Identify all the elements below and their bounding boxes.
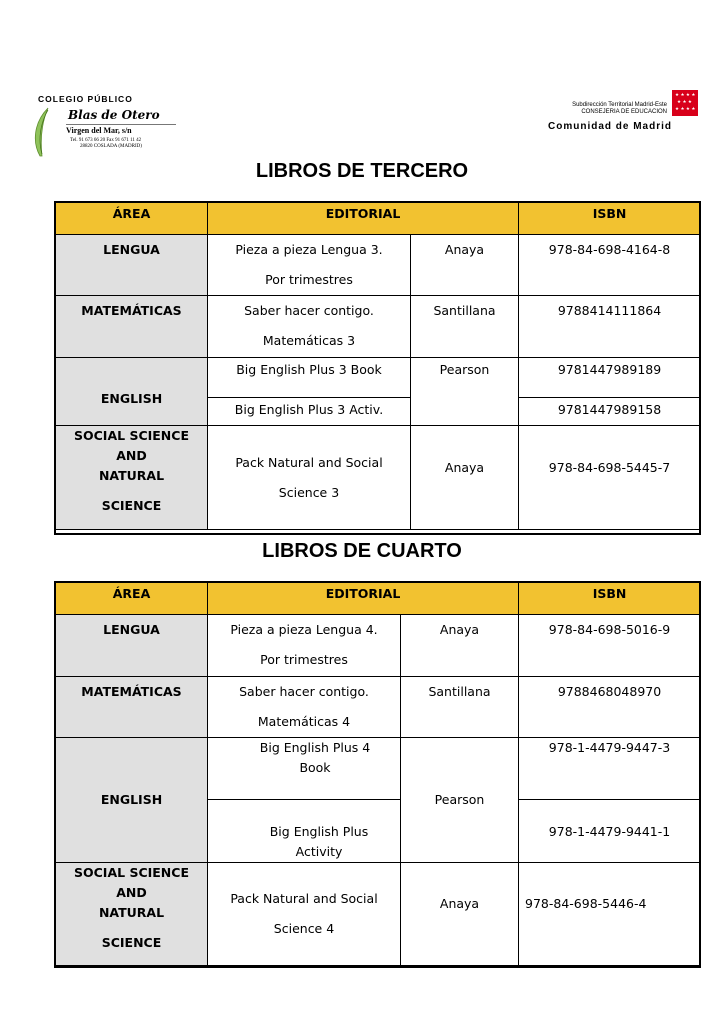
book-title-cell: Pack Natural and Social Science 3 [208, 426, 411, 530]
book-title-cell: Saber hacer contigo. Matemáticas 3 [208, 296, 411, 358]
header-editorial: EDITORIAL [208, 583, 519, 615]
isbn-cell: 978-84-698-5016-9 [519, 615, 701, 677]
divider [66, 124, 176, 125]
publisher-cell: Anaya [411, 426, 519, 530]
school-city: 28820 COSLADA (MADRID) [80, 144, 142, 149]
header-area: ÁREA [56, 583, 208, 615]
table-row-science [56, 426, 701, 530]
book-title-cell: Big English Plus 3 Activ. [208, 398, 411, 426]
isbn-cell: 978-84-698-4164-8 [519, 235, 701, 296]
publisher-cell: Anaya [401, 863, 519, 966]
table-header-row [56, 203, 701, 235]
area-cell: ENGLISH [56, 738, 208, 863]
region-logo [538, 90, 698, 140]
books-table-cuarto [55, 582, 701, 966]
publisher-cell: Anaya [411, 235, 519, 296]
school-address: Virgen del Mar, s/n [66, 126, 132, 135]
header-area: ÁREA [56, 203, 208, 235]
book-title-cell: Pieza a pieza Lengua 3. Por trimestres [208, 235, 411, 296]
isbn-cell: 978-84-698-5445-7 [519, 426, 701, 530]
region-subdivision: Subdirección Territorial Madrid-Este [572, 102, 667, 108]
isbn-cell: 978-84-698-5446-4 [519, 863, 701, 966]
table-row-matematicas [56, 296, 701, 358]
area-cell: MATEMÁTICAS [56, 296, 208, 358]
page-header [0, 90, 724, 160]
madrid-flag-icon: ★ ★ ★ ★ ★ ★ ★ ★ ★ ★ ★ [672, 90, 698, 116]
table-row-matematicas [56, 677, 701, 738]
leaf-icon [30, 104, 64, 158]
isbn-cell: 9781447989189 [519, 358, 701, 398]
region-name: Comunidad de Madrid [548, 121, 672, 132]
isbn-cell: 9788414111864 [519, 296, 701, 358]
school-logo [30, 94, 180, 154]
book-title-cell: Big English Plus Activity [208, 800, 401, 863]
table-header-row [56, 583, 701, 615]
isbn-cell: 978-1-4479-9447-3 [519, 738, 701, 800]
table-row-english [56, 358, 701, 398]
area-cell: LENGUA [56, 235, 208, 296]
table-row-lengua [56, 615, 701, 677]
isbn-cell: 978-1-4479-9441-1 [519, 800, 701, 863]
book-title-cell: Pieza a pieza Lengua 4. Por trimestres [208, 615, 401, 677]
school-name: Blas de Otero [68, 108, 160, 122]
books-table-tercero [55, 202, 701, 530]
table-row-science [56, 863, 701, 966]
publisher-cell: Pearson [401, 738, 519, 863]
header-editorial: EDITORIAL [208, 203, 519, 235]
area-cell: SOCIAL SCIENCE AND NATURAL SCIENCE [56, 426, 208, 530]
isbn-cell: 9788468048970 [519, 677, 701, 738]
publisher-cell: Anaya [401, 615, 519, 677]
publisher-cell: Santillana [411, 296, 519, 358]
book-title-cell: Saber hacer contigo. Matemáticas 4 [208, 677, 401, 738]
book-title-cell: Big English Plus 3 Book [208, 358, 411, 398]
area-cell: LENGUA [56, 615, 208, 677]
header-isbn: ISBN [519, 203, 701, 235]
table-row-english [56, 738, 701, 800]
book-title-cell: Big English Plus 4 Book [208, 738, 401, 800]
book-title-cell: Pack Natural and Social Science 4 [208, 863, 401, 966]
school-phone: Tel. 91 673 66 20 Fax 91 671 11 42 [70, 138, 142, 143]
area-cell: ENGLISH [56, 358, 208, 426]
table-row-lengua [56, 235, 701, 296]
region-department: CONSEJERIA DE EDUCACION [581, 109, 667, 115]
section-title-tercero: LIBROS DE TERCERO [255, 160, 469, 182]
area-cell: SOCIAL SCIENCE AND NATURAL SCIENCE [56, 863, 208, 966]
publisher-cell: Pearson [411, 358, 519, 426]
area-cell: MATEMÁTICAS [56, 677, 208, 738]
isbn-cell: 9781447989158 [519, 398, 701, 426]
publisher-cell: Santillana [401, 677, 519, 738]
school-type: COLEGIO PÚBLICO [38, 94, 133, 104]
section-title-cuarto: LIBROS DE CUARTO [262, 540, 462, 562]
header-isbn: ISBN [519, 583, 701, 615]
